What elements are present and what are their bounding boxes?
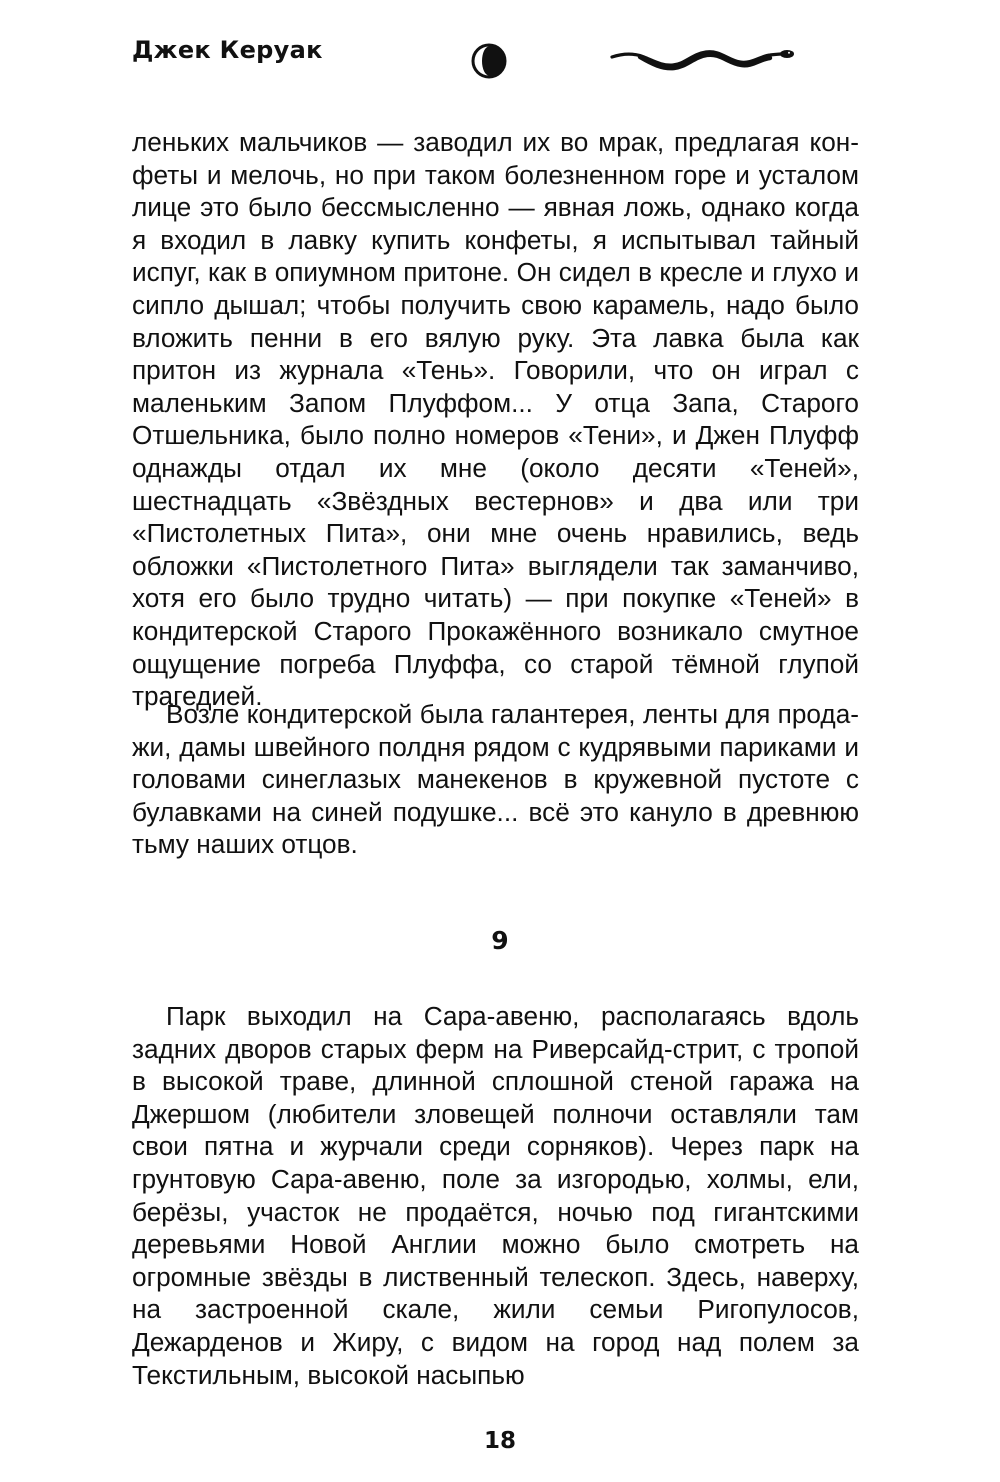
body-text-top bbox=[132, 126, 859, 713]
body-text-bottom bbox=[132, 1000, 859, 1391]
moon-icon bbox=[470, 42, 508, 80]
paragraph: Парк выходил на Сара-авеню, располагаясь вдоль задних дворов старых ферм на Риверсайд-стрит, с тропой в высокой траве, длинной сплошной стеной гаража на Джершом (любители зловещей полночи оставляли там свои пятна и журчали среди сорняков). Через парк на грунтовую Сара-авеню, поле за изгородью, холмы, ели, берёзы, участок не продаётся, ночью под гигантскими деревьями Новой Англии можно было смотреть на огромные звёзды в лиственный телескоп. Здесь, наверху, на застроенной скале, жили семьи Ригопулосов, Дежарденов и Жиру, с видом на город над полем за Текстильным, высокой насыпью bbox=[132, 1001, 859, 1390]
chapter-number: 9 bbox=[491, 926, 509, 955]
paragraph: Возле кондитерской была галантерея, ленты для продажи, дамы швейного полдня рядом с кудрявыми париками и головами синеглазых манекенов в кружевной пустоте с булавками на синей подушке... всё это кануло в древнюю тьму наших отцов. bbox=[132, 699, 859, 860]
page-number: 18 bbox=[483, 1428, 516, 1454]
body-text-middle bbox=[132, 698, 859, 861]
snake-icon bbox=[610, 40, 795, 76]
author-name: Джек Керуак bbox=[132, 36, 323, 64]
paragraph: леньких мальчиков — заводил их во мрак, предлагая конфеты и мелочь, но при таком болезненном горе и усталом лице это было бессмысленно — явная ложь, однако когда я входил в лавку купить конфеты, я испытывал тайный испуг, как в опиумном притоне. Он сидел в кресле и глухо и сипло дышал; чтобы получить свою карамель, надо было вложить пенни в его вялую руку. Эта лавка была как притон из журнала «Тень». Говорили, что он играл с маленьким Запом Плуффом... У отца Запа, Старого Отшельника, было полно номеров «Тени», и Джен Плуфф однажды отдал их мне (около десяти «Теней», шестнадцать «Звёздных вестернов» и два или три «Пистолетных Пита», они мне очень нравились, ведь обложки «Пистолетного Пита» выглядели так заманчиво, хотя его было трудно читать) — при покупке «Теней» в кондитерской Старого Прокажённого возникало смутное ощущение погреба Плуффа, со старой тёмной глупой трагедией. bbox=[132, 127, 859, 712]
running-head bbox=[0, 0, 1000, 110]
